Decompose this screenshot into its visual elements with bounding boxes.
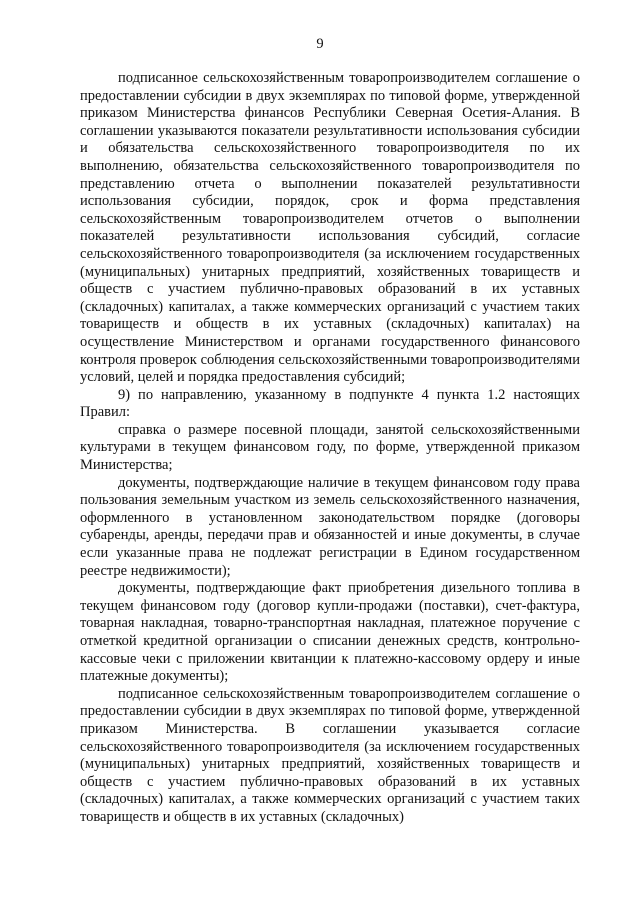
paragraph-agreement-ministry: подписанное сельскохозяйственным товаропроизводителем соглашение о предоставлении субсидии в двух экземплярах по типовой форме, утвержденной приказом Министерства. В соглашении указывается согласие сельскохозяйственного товаропроизводителя (за исключением государственных (муниципальных) унитарных предприятий, хозяйственных товариществ и обществ с участием публично-правовых образований в их уставных (складочных) капиталах, а также коммерческих организаций с участием таких товариществ и обществ в их уставных (складочных) [80,685,580,825]
paragraph-agreement-republic: подписанное сельскохозяйственным товаропроизводителем соглашение о предоставлении субсидии в двух экземплярах по типовой форме, утвержденной приказом Министерства финансов Республики Северная Осетия-Алания. В соглашении указываются показатели результативности использования субсидии и обязательства сельскохозяйственного товаропроизводителя по их выполнению, обязательства сельскохозяйственного товаропроизводителя по представлению отчета о выполнении показателей результативности использования субсидии, порядок, срок и форма представления сельскохозяйственным товаропроизводителем отчетов о выполнении показателей результативности использования субсидий, согласие сельскохозяйственного товаропроизводителя (за исключением государственных (муниципальных) унитарных предприятий, хозяйственных товариществ и обществ с участием публично-правовых образований в их уставных (складочных) капиталах, а также коммерческих организаций с участием таких товариществ и обществ в их уставных (складочных) капиталах) на осуществление Министерством и органами государственного финансового контроля проверок соблюдения сельскохозяйственными товаропроизводителями условий, целей и порядка предоставления субсидий; [80,70,580,386]
page-number: 9 [316,36,324,52]
paragraph-item-9: 9) по направлению, указанному в подпункте 4 пункта 1.2 настоящих Правил: [80,386,580,421]
paragraph-diesel-purchase-documents: документы, подтверждающие факт приобретения дизельного топлива в текущем финансовом году (договор купли-продажи (поставки), счет-фактура, товарная накладная, товарно-транспортная накладная, платежное поручение с отметкой кредитной организации о списании денежных средств, контрольно-кассовые чеки с приложении квитанции к платежно-кассовому ордеру и иные платежные документы); [80,580,580,685]
document-body [80,70,580,827]
paragraph-land-rights-documents: документы, подтверждающие наличие в текущем финансовом году права пользования земельным участком из земель сельскохозяйственного назначения, оформленного в установленном законодательством порядке (договоры субаренды, аренды, передачи прав и обязанностей и иные документы, в случае если указанные права не подлежат регистрации в Едином государственном реестре недвижимости); [80,474,580,579]
paragraph-sown-area-certificate: справка о размере посевной площади, занятой сельскохозяйственными культурами в текущем финансовом году, по форме, утвержденной приказом Министерства; [80,421,580,474]
